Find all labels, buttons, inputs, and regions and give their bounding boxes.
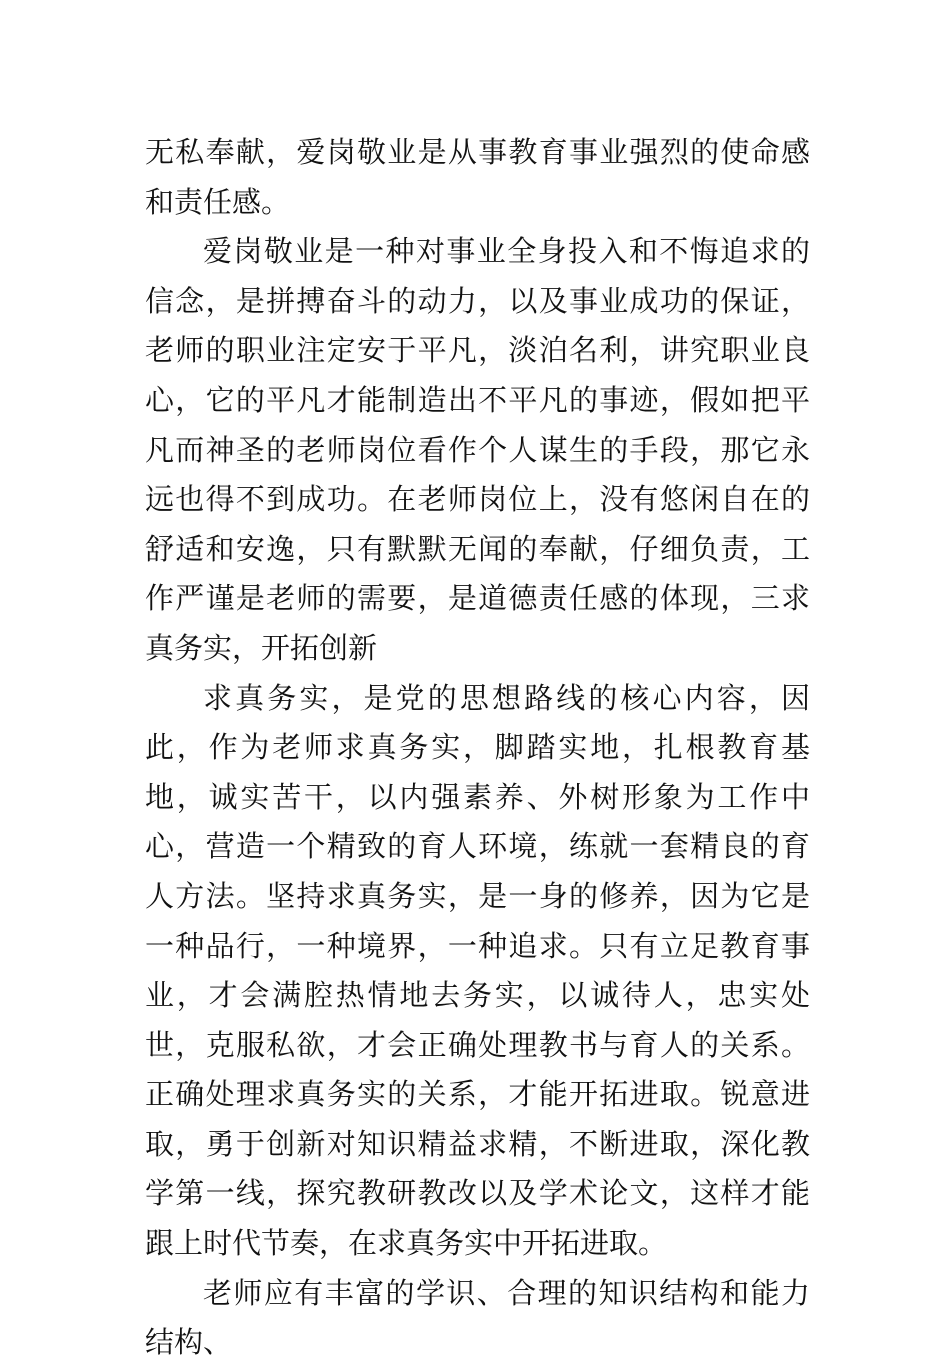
paragraph-truth-seeking: 求真务实，是党的思想路线的核心内容，因此，作为老师求真务实，脚踏实地，扎根教育基地，诚实苦干，以内强素养、外树形象为工作中心，营造一个精致的育人环境，练就一套精良的育人方法。坚持求真务实，是一身的修养，因为它是一种品行，一种境界，一种追求。只有立足教育事业，才会满腔热情地去务实，以诚待人，忠实处世，克服私欲，才会正确处理教书与育人的关系。正确处理求真务实的关系，才能开拓进取。锐意进取，勇于创新对知识精益求精，不断进取，深化教学第一线，探究教研教改以及学术论文，这样才能跟上时代节奏，在求真务实中开拓进取。 bbox=[145, 680, 810, 1261]
paragraph-knowledge: 老师应有丰富的学识、合理的知识结构和能力结构、 bbox=[145, 1275, 810, 1360]
document-body bbox=[145, 128, 810, 1368]
paragraph-dedication: 爱岗敬业是一种对事业全身投入和不悔追求的信念，是拼搏奋斗的动力，以及事业成功的保证，老师的职业注定安于平凡，淡泊名利，讲究职业良心，它的平凡才能制造出不平凡的事迹，假如把平凡而神圣的老师岗位看作个人谋生的手段，那它永远也得不到成功。在老师岗位上，没有悠闲自在的舒适和安逸，只有默默无闻的奉献，仔细负责，工作严谨是老师的需要，是道德责任感的体现，三求真务实，开拓创新 bbox=[145, 234, 810, 665]
paragraph-continuation: 无私奉献，爱岗敬业是从事教育事业强烈的使命感和责任感。 bbox=[145, 135, 810, 219]
